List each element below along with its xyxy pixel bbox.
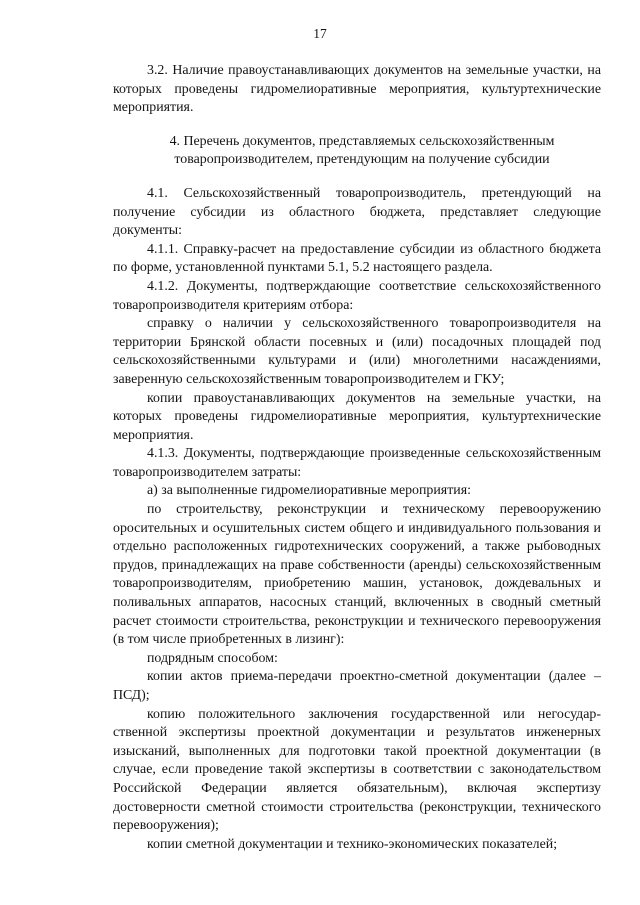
paragraph-estimate-docs: копии сметной документации и технико-экономических показателей;	[147, 836, 558, 852]
paragraph-psd-acts: копии актов приема-передачи проектно-сметной документации (далее – ПСД);	[113, 669, 601, 703]
paragraph-4-1: 4.1. Сельскохозяйственный товаропроизводитель, претендующий на получение субсидии из областного бюджета, представляет следующие документы:	[113, 185, 601, 239]
paragraph-construction: по строительству, реконструкции и техническому перевооружению оросительных и осушительных систем общего и индивидуального пользования и отдельно расположенных гидротехнических сооружений, а также рыбоводных прудов, принадлежащих на праве собственности (аренды) сельскохозяйственным товаропроизводителям, приобретению машин, установок, дождевальных и поливальных аппаратов, насосных станций, включенных в сводный сметный расчет стоимости строительства, реконструкции и технического перевооружения (в том числе приобретенных в лизинг):	[113, 502, 601, 648]
page-number: 17	[313, 26, 327, 41]
section-3-2-paragraph: 3.2. Наличие правоустанавливающих документов на земельные участки, на которых проведены гидромелиоративные мероприятия, культуртехнические мероприятия.	[113, 63, 601, 116]
section-4-heading	[113, 133, 601, 170]
paragraph-title-documents: копии правоустанавливающих документов на земельные участки, на которых проведены гидромелиоративные мероприятия, культуртехнические мероприятия.	[113, 390, 601, 443]
paragraph-4-1-1: 4.1.1. Справку-расчет на предоставление субсидии из областного бюджета по форме, установленной пунктами 5.1, 5.2 настоящего раздела.	[113, 241, 601, 276]
paragraph-contract-method: подрядным способом:	[147, 650, 278, 666]
paragraph-expertise: копию положительного заключения государственной или негосударственной экспертизы проектной документации и результатов инженерных изысканий, выполненных для подготовки такой проектной документации (в случае, если проведение такой экспертизы в соответствии с законодательством Российской Федерации является обязательным), включая экспертизу достоверности сметной стоимости строительства (реконструкции, технического перевооружения);	[113, 706, 601, 834]
paragraph-4-1-2: 4.1.2. Документы, подтверждающие соответствие сельскохозяйственного товаропроизводителя критериям отбора:	[113, 278, 601, 313]
paragraph-land-certificate: справку о наличии у сельскохозяйственного товаропроизводителя на территории Брянской области посевных и (или) посадочных площадей под сельскохозяйственными культурами и (или) многолетними насаждениями, заверенную сельскохозяйственным товаропроизводителем и ГКУ;	[113, 316, 601, 387]
paragraph-item-a: а) за выполненные гидромелиоративные мероприятия:	[147, 483, 471, 499]
paragraph-4-1-3: 4.1.3. Документы, подтверждающие произведенные сельскохозяйственным товаропроизводителем затраты:	[113, 446, 601, 480]
document-body	[113, 62, 601, 854]
section-4-heading-line-2: товаропроизводителем, претендующим на получение субсидии	[174, 152, 550, 168]
section-4-heading-line-1: 4. Перечень документов, представляемых сельскохозяйственным	[169, 133, 555, 149]
